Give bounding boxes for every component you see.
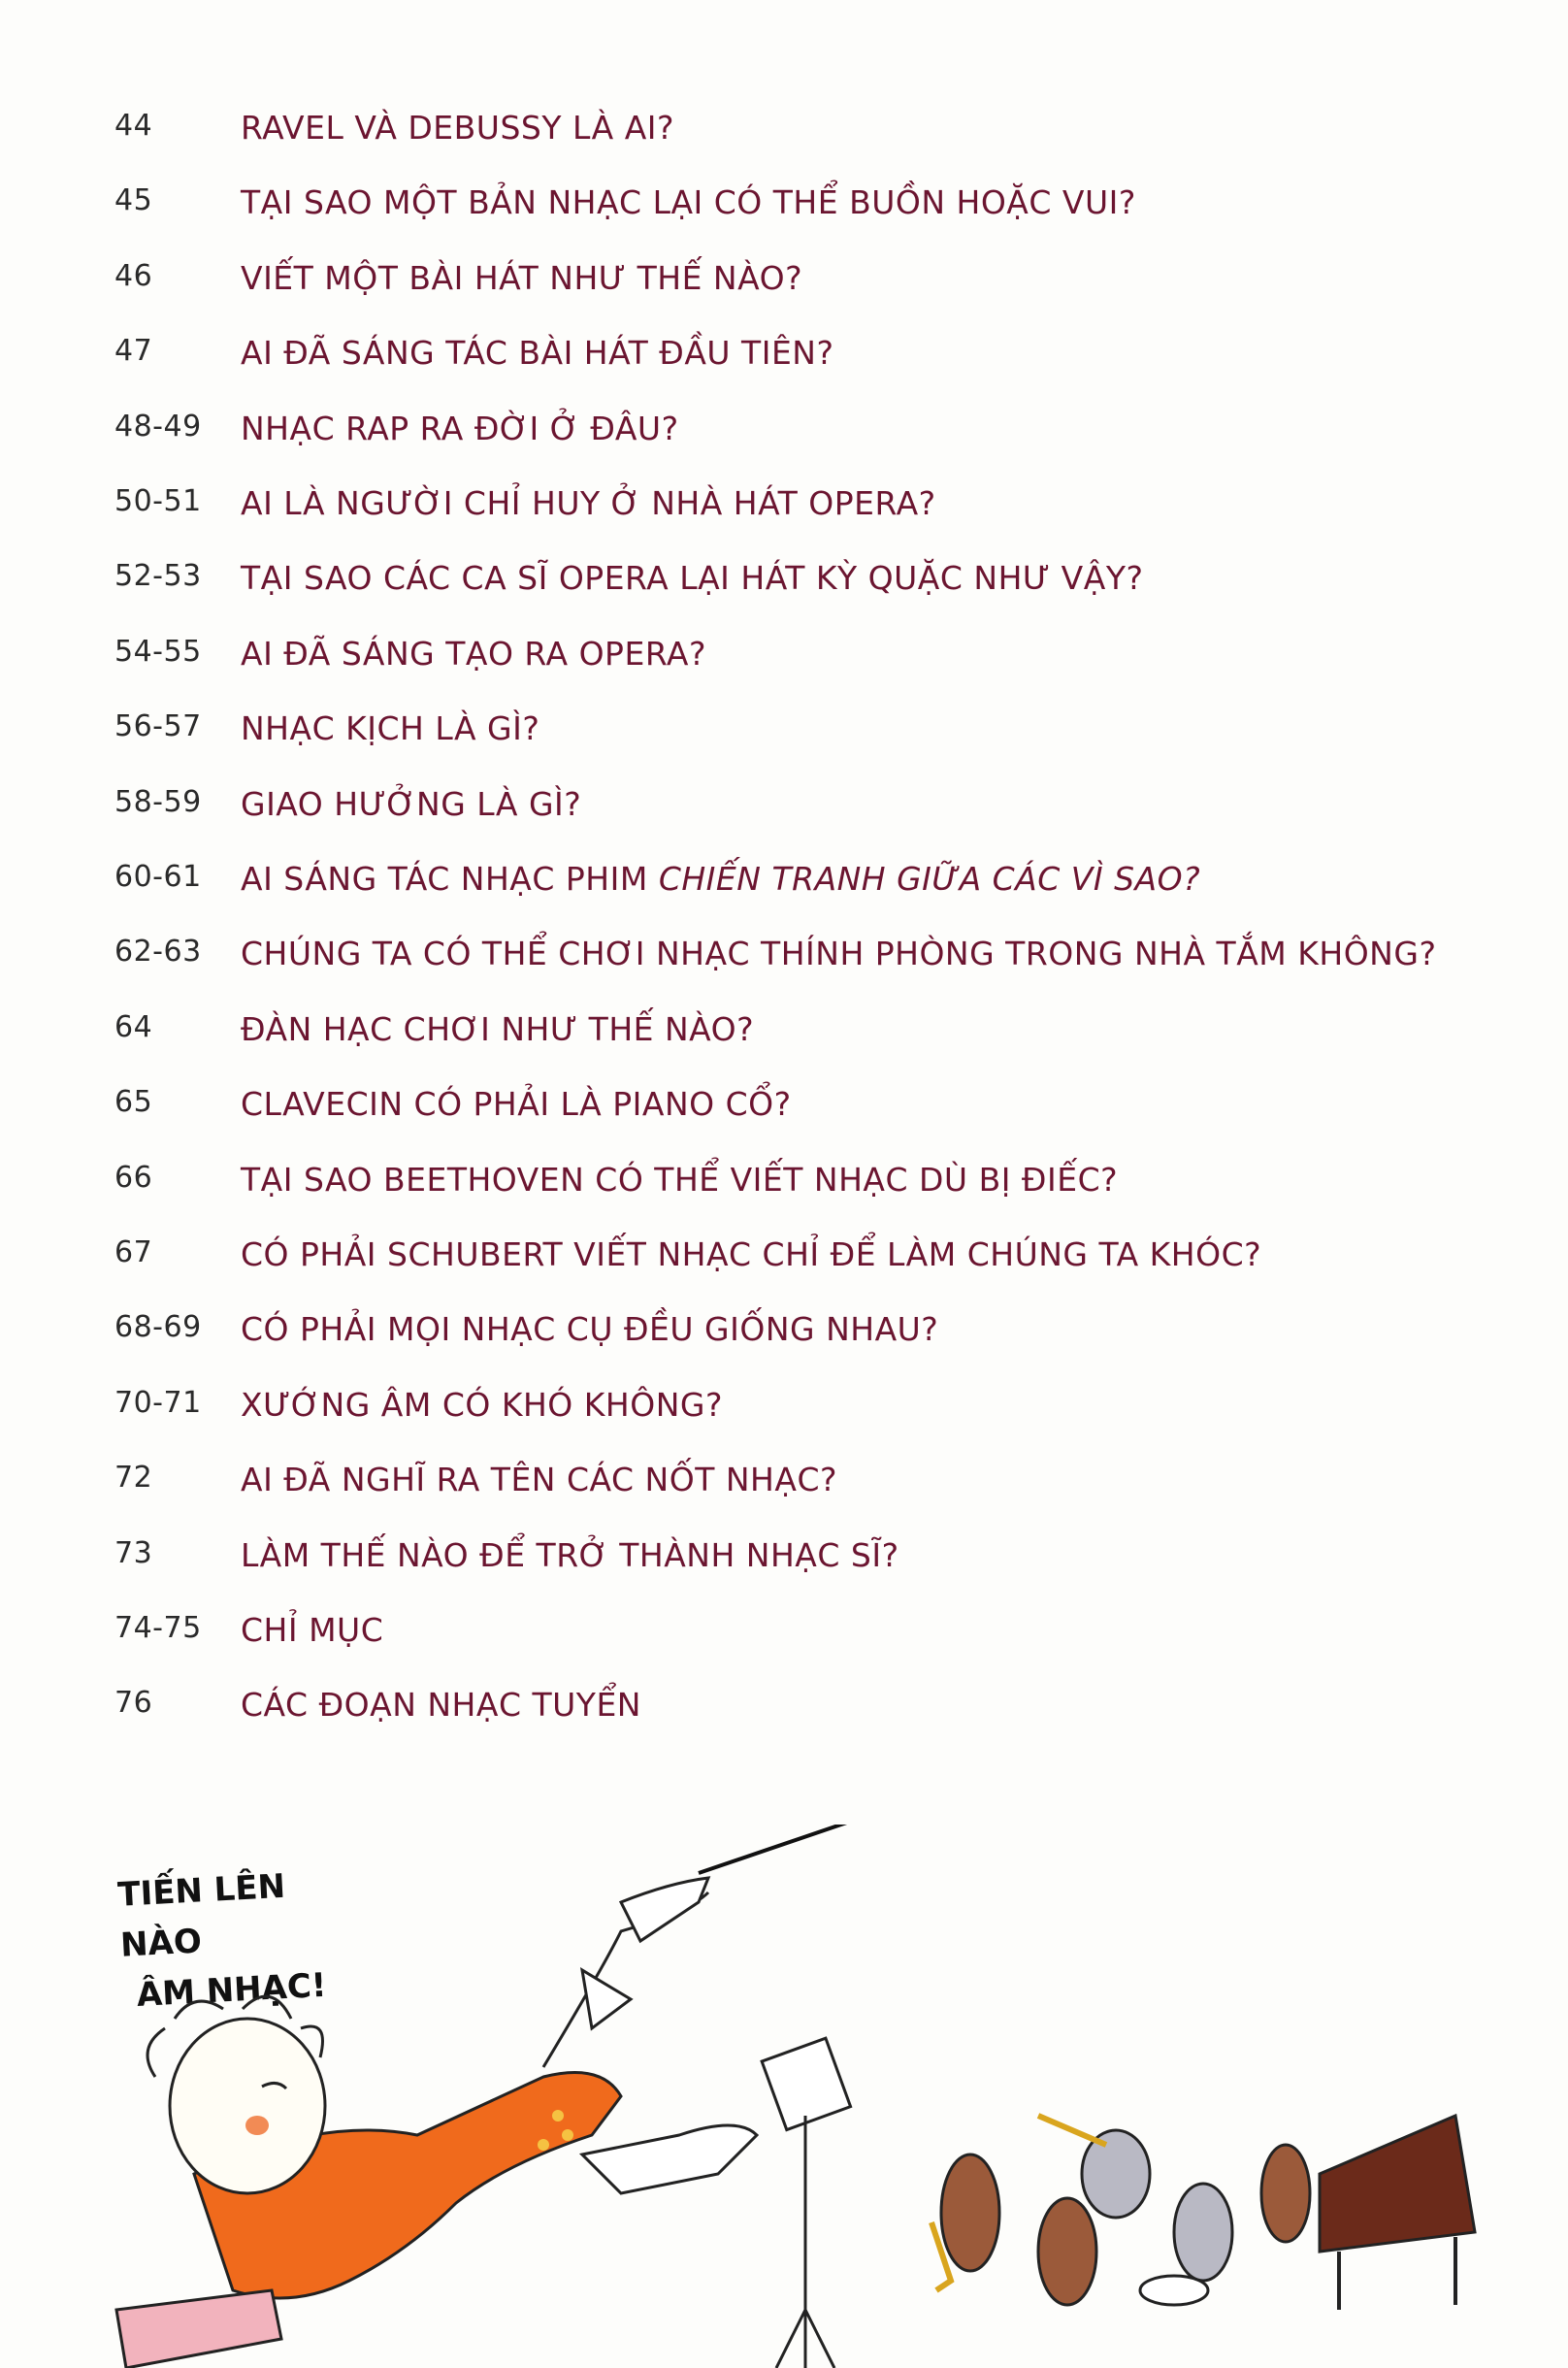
toc-row — [0, 1235, 1568, 1294]
toc-title-text: AI LÀ NGƯỜI CHỈ HUY Ở NHÀ HÁT OPERA? — [241, 484, 936, 522]
toc-title-text: CÓ PHẢI SCHUBERT VIẾT NHẠC CHỈ ĐỂ LÀM CHÚNG TA KHÓC? — [241, 1235, 1262, 1273]
toc-row — [0, 1085, 1568, 1143]
toc-page-number: 45 — [114, 183, 153, 218]
stool-icon — [116, 2290, 281, 2368]
toc-row — [0, 860, 1568, 918]
toc-title-text: ĐÀN HẠC CHƠI NHƯ THẾ NÀO? — [241, 1009, 755, 1048]
toc-page-number: 74-75 — [114, 1611, 202, 1645]
toc-title-text: CÁC ĐOẠN NHẠC TUYỂN — [241, 1686, 641, 1725]
toc-title-text: CHÚNG TA CÓ THỂ CHƠI NHẠC THÍNH PHÒNG TRONG NHÀ TẮM KHÔNG? — [241, 935, 1437, 973]
toc-title-italic: CHIẾN TRANH GIỮA CÁC VÌ SAO? — [658, 860, 1201, 898]
toc-title-text: RAVEL VÀ DEBUSSY LÀ AI? — [241, 109, 675, 147]
toc-row — [0, 635, 1568, 693]
toc-row — [0, 1611, 1568, 1669]
toc-page-number: 65 — [114, 1085, 153, 1120]
toc-title-text: TẠI SAO CÁC CA SĨ OPERA LẠI HÁT KỲ QUẶC NHƯ VẬY? — [241, 559, 1144, 598]
baton-icon — [699, 1825, 927, 1873]
toc-page-number: 67 — [114, 1235, 153, 1269]
toc-row — [0, 334, 1568, 392]
toc-row — [0, 709, 1568, 768]
toc-title — [241, 1310, 938, 1348]
toc-page-number: 44 — [114, 109, 153, 143]
toc-page-number: 66 — [114, 1160, 153, 1195]
toc-title — [241, 1611, 383, 1649]
toc-row — [0, 559, 1568, 617]
toc-row — [0, 1686, 1568, 1744]
toc-title — [241, 1161, 1118, 1199]
toc-row — [0, 484, 1568, 543]
toc-row — [0, 183, 1568, 242]
toc-row — [0, 1461, 1568, 1519]
toc-title — [241, 785, 581, 823]
toc-row — [0, 109, 1568, 167]
toc-title-text: GIAO HƯỞNG LÀ GÌ? — [241, 784, 582, 823]
toc-title-text: CLAVECIN CÓ PHẢI LÀ PIANO CỔ? — [241, 1085, 792, 1124]
toc-title — [241, 1386, 723, 1424]
speech-line-1: TIẾN LÊN NÀO — [116, 1866, 286, 1965]
violin-mouse-icon — [1038, 2198, 1096, 2305]
toc-row — [0, 410, 1568, 468]
toc-page-number: 58-59 — [114, 784, 202, 819]
toc-title-text: CHỈ MỤC — [241, 1611, 384, 1649]
toc-title-text: AI ĐÃ SÁNG TẠO RA OPERA? — [241, 634, 706, 673]
toc-row — [0, 1310, 1568, 1368]
toc-title-text: NHẠC RAP RA ĐỜI Ở ĐÂU? — [241, 409, 679, 447]
drum-mouse-icon — [1140, 2184, 1232, 2305]
toc-title — [241, 259, 802, 297]
toc-row — [0, 259, 1568, 317]
toc-page-number: 72 — [114, 1461, 153, 1496]
toc-title — [241, 1686, 641, 1724]
toc-title — [241, 183, 1136, 221]
piano-mouse-icon — [1261, 2145, 1310, 2242]
toc-row — [0, 935, 1568, 993]
grand-piano-icon — [1320, 2116, 1475, 2310]
toc-title — [241, 109, 674, 147]
toc-row — [0, 1536, 1568, 1595]
conductor-icon — [116, 1878, 757, 2368]
toc-title — [241, 1010, 754, 1048]
toc-title-text: LÀM THẾ NÀO ĐỂ TRỞ THÀNH NHẠC SĨ? — [241, 1535, 899, 1574]
toc-page-number: 70-71 — [114, 1385, 202, 1420]
toc-row — [0, 1386, 1568, 1444]
toc-row — [0, 1161, 1568, 1219]
toc-title — [241, 935, 1436, 972]
toc-title-text: CÓ PHẢI MỌI NHẠC CỤ ĐỀU GIỐNG NHAU? — [241, 1310, 939, 1349]
toc-title — [241, 1085, 792, 1123]
toc-title — [241, 559, 1144, 597]
toc-title — [241, 709, 539, 747]
toc-title-text: AI ĐÃ NGHĨ RA TÊN CÁC NỐT NHẠC? — [241, 1461, 837, 1499]
toc-title-text: TẠI SAO MỘT BẢN NHẠC LẠI CÓ THỂ BUỒN HOẶC VUI? — [241, 183, 1136, 222]
toc-title-text: TẠI SAO BEETHOVEN CÓ THỂ VIẾT NHẠC DÙ BỊ ĐIẾC? — [241, 1160, 1119, 1199]
toc-title-text: XƯỚNG ÂM CÓ KHÓ KHÔNG? — [241, 1385, 723, 1424]
toc-page-number: 73 — [114, 1535, 153, 1570]
toc-row — [0, 785, 1568, 843]
toc-title-text: AI ĐÃ SÁNG TÁC BÀI HÁT ĐẦU TIÊN? — [241, 334, 834, 373]
toc-page-number: 60-61 — [114, 860, 202, 894]
toc-title — [241, 860, 1200, 898]
speech-line-2: ÂM NHẠC! — [135, 1965, 328, 2015]
saxophone-mouse-icon — [931, 2154, 999, 2290]
toc-title-text: NHẠC KỊCH LÀ GÌ? — [241, 709, 540, 748]
toc-page-number: 64 — [114, 1009, 153, 1044]
toc-title — [241, 1461, 837, 1498]
toc-page-number: 76 — [114, 1686, 153, 1721]
toc-page-number: 62-63 — [114, 935, 202, 970]
toc-page-number: 54-55 — [114, 634, 202, 669]
toc-title — [241, 1536, 899, 1574]
toc-title — [241, 635, 706, 673]
toc-page-number: 46 — [114, 258, 153, 293]
toc-title — [241, 410, 679, 447]
toc-page-number: 47 — [114, 334, 153, 369]
toc-title-text: VIẾT MỘT BÀI HÁT NHƯ THẾ NÀO? — [241, 258, 803, 297]
toc-title-text: AI SÁNG TÁC NHẠC PHIM — [241, 860, 659, 898]
toc-page-number: 50-51 — [114, 484, 202, 518]
toc-title — [241, 1235, 1261, 1273]
toc-page-number: 68-69 — [114, 1310, 202, 1345]
toc-title — [241, 484, 936, 522]
toc-page-number: 56-57 — [114, 709, 202, 744]
music-stand-icon — [762, 2038, 850, 2368]
toc-page-number: 52-53 — [114, 559, 202, 594]
toc-row — [0, 1010, 1568, 1069]
orchestra-illustration — [0, 1825, 1568, 2368]
toc-title — [241, 334, 834, 372]
toc-page-number: 48-49 — [114, 409, 202, 444]
